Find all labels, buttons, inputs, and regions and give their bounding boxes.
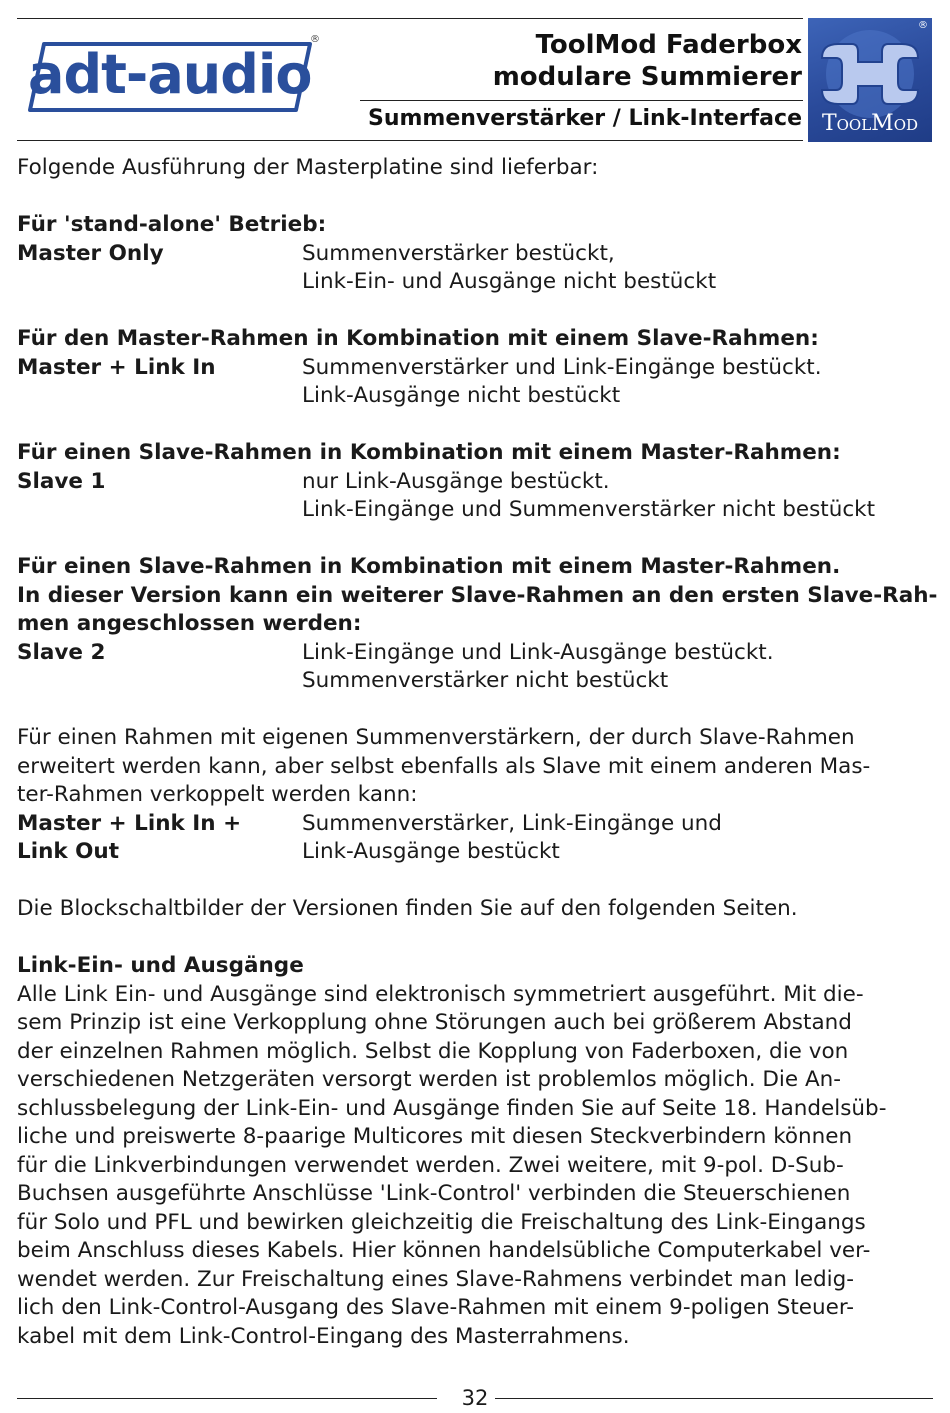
option-desc: Link-Ausgänge nicht bestückt [302, 383, 621, 408]
section-5-text: Für einen Rahmen mit eigenen Summenverstärkern, der durch Slave-Rahmen [17, 725, 855, 750]
link-paragraph-line: sem Prinzip ist eine Verkopplung ohne Störungen auch bei größerem Abstand [17, 1010, 852, 1035]
option-name: Link Out [17, 839, 120, 864]
toolmod-registered-mark: ® [918, 20, 928, 31]
link-paragraph-line: kabel mit dem Link-Control-Eingang des Masterrahmens. [17, 1323, 630, 1349]
option-desc: Summenverstärker und Link-Eingänge bestückt. [302, 354, 822, 380]
option-row [17, 240, 933, 269]
option-desc: Summenverstärker, Link-Eingänge und [302, 810, 722, 836]
option-desc: Link-Ein- und Ausgänge nicht bestückt [302, 269, 717, 294]
option-name: Master Only [17, 240, 164, 266]
header-mid-rule [360, 100, 803, 101]
option-row [17, 838, 933, 867]
footer-rule-right [495, 1398, 933, 1399]
option-desc: nur Link-Ausgänge bestückt. [302, 468, 610, 494]
link-paragraph-line: Alle Link Ein- und Ausgänge sind elektronisch symmetriert ausgeführt. Mit die- [17, 981, 864, 1007]
intro-text: Folgende Ausführung der Masterplatine sind lieferbar: [17, 155, 599, 180]
link-paragraph-line: verschiedenen Netzgeräten versorgt werden ist problemlos möglich. Die An- [17, 1067, 842, 1092]
header-top-rule [17, 18, 803, 19]
header-title-2: modulare Summierer [492, 62, 802, 92]
option-name: Slave 2 [17, 639, 106, 665]
section-5-text: ter-Rahmen verkoppelt werden kann: [17, 782, 418, 807]
option-name: Slave 1 [17, 468, 106, 494]
toolmod-badge-label: ToolMod [821, 111, 919, 136]
link-section-heading: Link-Ein- und Ausgänge [17, 953, 304, 978]
link-paragraph-line: Buchsen ausgeführte Anschlüsse 'Link-Control' verbinden die Steuerschienen [17, 1181, 851, 1206]
header-subtitle: Summenverstärker / Link-Interface [367, 106, 802, 131]
option-name: Master + Link In [17, 354, 216, 380]
link-paragraph-line: der einzelnen Rahmen möglich. Selbst die Kopplung von Faderboxen, die von [17, 1038, 849, 1064]
option-desc: Summenverstärker bestückt, [302, 240, 615, 266]
option-row [17, 639, 933, 668]
link-paragraph-line: liche und preiswerte 8-paarige Multicores mit diesen Steckverbindern können [17, 1124, 853, 1149]
link-paragraph-line: schlussbelegung der Link-Ein- und Ausgänge finden Sie auf Seite 18. Handelsüb- [17, 1095, 887, 1121]
option-row [17, 667, 933, 696]
option-desc: Link-Ausgänge bestückt [302, 839, 560, 864]
link-paragraph-line: für die Linkverbindungen verwendet werden. Zwei weitere, mit 9-pol. D-Sub- [17, 1152, 844, 1178]
section-5-text: erweitert werden kann, aber selbst ebenfalls als Slave mit einem anderen Mas- [17, 753, 871, 779]
section-2-heading: Für den Master-Rahmen in Kombination mit einem Slave-Rahmen: [17, 326, 819, 351]
section-4-heading: Für einen Slave-Rahmen in Kombination mit einem Master-Rahmen. [17, 554, 841, 579]
section-4-heading: men angeschlossen werden: [17, 611, 362, 636]
option-name: Master + Link In + [17, 810, 242, 836]
header-bottom-rule [17, 140, 803, 141]
link-paragraph-line: wendet werden. Zur Freischaltung eines Slave-Rahmens verbindet man ledig- [17, 1266, 855, 1292]
option-row [17, 496, 933, 525]
logo-registered-mark: ® [310, 34, 320, 45]
option-desc: Link-Eingänge und Link-Ausgänge bestückt. [302, 639, 774, 665]
page-body [17, 154, 938, 1351]
section-3-heading: Für einen Slave-Rahmen in Kombination mit einem Master-Rahmen: [17, 440, 841, 465]
page-number: 32 [461, 1386, 489, 1410]
link-paragraph-line: für Solo und PFL und bewirken gleichzeitig die Freischaltung des Link-Eingangs [17, 1209, 866, 1235]
header-title-1: ToolMod Faderbox [535, 30, 802, 60]
logo-text: adt-audio [28, 43, 312, 106]
option-row [17, 354, 933, 383]
toolmod-badge [808, 18, 932, 142]
block-diagram-note: Die Blockschaltbilder der Versionen finden Sie auf den folgenden Seiten. [17, 896, 798, 921]
option-desc: Summenverstärker nicht bestückt [302, 668, 669, 693]
link-paragraph-line: lich den Link-Control-Ausgang des Slave-Rahmen mit einem 9-poligen Steuer- [17, 1295, 855, 1320]
option-row [17, 268, 933, 297]
section-4-heading: In dieser Version kann ein weiterer Slave-Rahmen an den ersten Slave-Rah- [17, 582, 938, 608]
footer-rule-left [17, 1398, 437, 1399]
option-desc: Link-Eingänge und Summenverstärker nicht bestückt [302, 497, 876, 522]
link-paragraph-line: beim Anschluss dieses Kabels. Hier können handelsübliche Computerkabel ver- [17, 1238, 871, 1263]
section-1-heading: Für 'stand-alone' Betrieb: [17, 212, 327, 237]
option-row [17, 468, 933, 497]
option-row [17, 382, 933, 411]
option-row [17, 810, 933, 839]
